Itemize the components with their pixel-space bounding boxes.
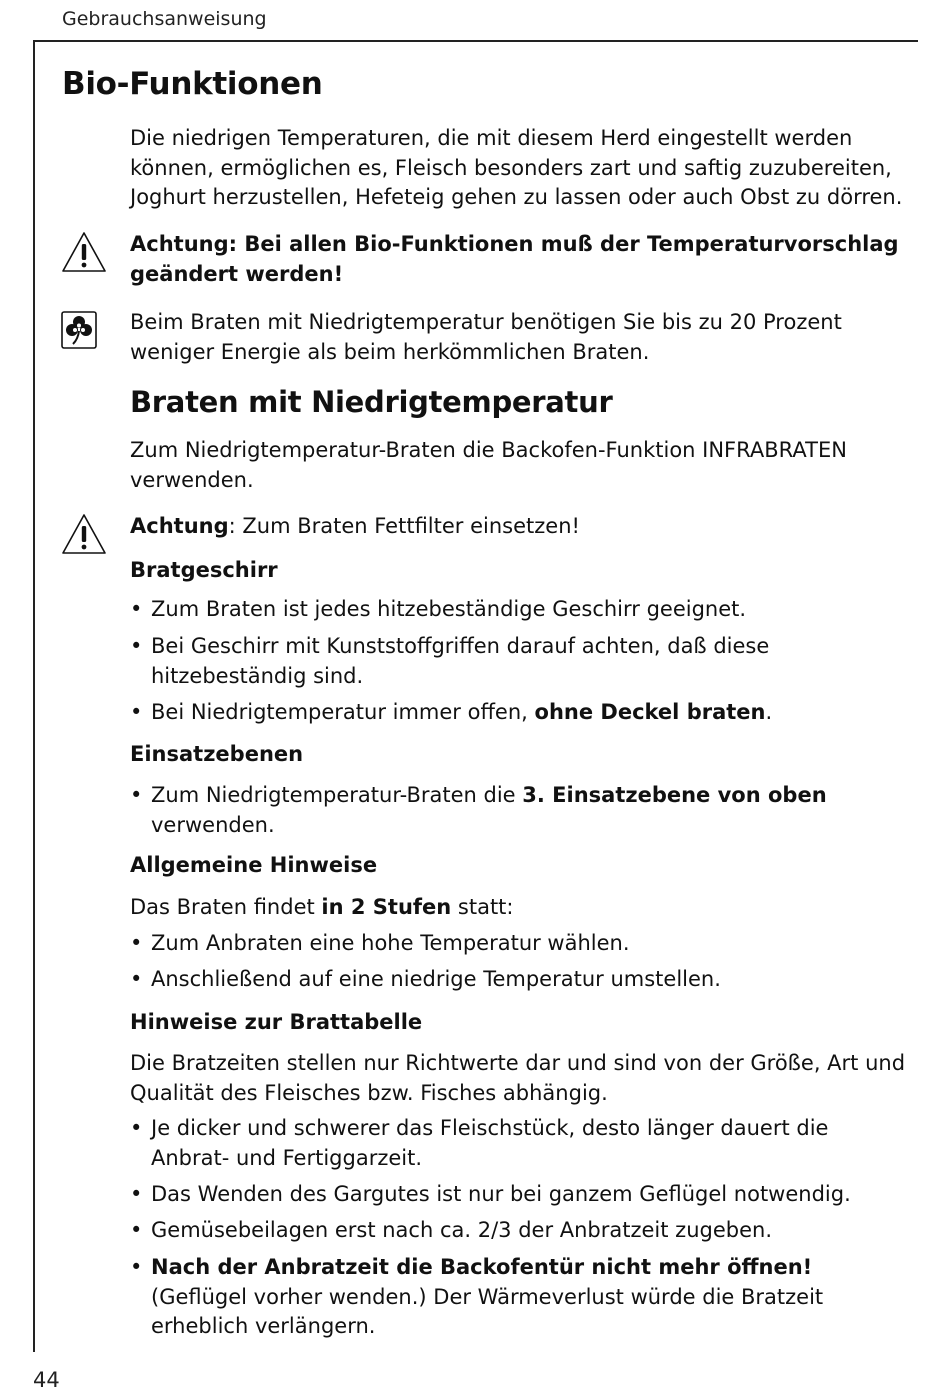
clover-leaf-icon — [61, 311, 97, 349]
list-item: • Gemüsebeilagen erst nach ca. 2/3 der Anbratzeit zugeben. — [130, 1216, 910, 1246]
warning-triangle-icon — [60, 230, 108, 274]
hinweise-heading: Allgemeine Hinweise — [130, 853, 378, 877]
warning-text: : Zum Braten Fettfilter einsetzen! — [228, 514, 580, 538]
brattabelle-intro: Die Bratzeiten stellen nur Richtwerte dar und sind von der Größe, Art und Qualität des Fleisches bzw. Fisches abhängig. — [130, 1051, 906, 1105]
header-rule — [33, 40, 918, 42]
page-number: 44 — [33, 1368, 60, 1392]
section-title: Bio-Funktionen — [62, 66, 323, 102]
bullet: • — [130, 931, 143, 955]
list-item: • Das Wenden des Gargutes ist nur bei ganzem Geflügel notwendig. — [130, 1180, 910, 1210]
list-item: • Zum Braten ist jedes hitzebeständige Geschirr geeignet. — [130, 595, 910, 625]
bullet: • — [130, 1218, 143, 1242]
energy-note: Beim Braten mit Niedrigtemperatur benötigen Sie bis zu 20 Prozent weniger Energie als beim herkömmlichen Braten. — [130, 310, 842, 364]
subsection-intro: Zum Niedrigtemperatur-Braten die Backofen-Funktion INFRABRATEN verwenden. — [130, 438, 847, 492]
list-item: • Bei Geschirr mit Kunststoffgriffen darauf achten, daß diese hitzebeständig sind. — [130, 634, 770, 688]
bullet: • — [130, 1116, 143, 1140]
document-header: Gebrauchsanweisung — [62, 8, 267, 30]
warning-label: Achtung — [130, 514, 229, 538]
bullet: • — [130, 634, 143, 658]
warning-triangle-icon — [60, 512, 108, 556]
bullet: • — [130, 700, 143, 724]
fat-filter-warning — [130, 512, 910, 542]
hinweise-intro: Das Braten findet in 2 Stufen statt: — [130, 895, 514, 919]
bullet: • — [130, 1255, 143, 1279]
einsatzebenen-heading: Einsatzebenen — [130, 742, 304, 766]
brattabelle-heading: Hinweise zur Brattabelle — [130, 1010, 423, 1034]
bio-warning: Achtung: Bei allen Bio-Funktionen muß der Temperaturvorschlag geändert werden! — [130, 232, 899, 286]
bullet: • — [130, 967, 143, 991]
list-item: • Zum Anbraten eine hohe Temperatur wählen. — [130, 929, 910, 959]
bullet: • — [130, 597, 143, 621]
list-item: • Bei Niedrigtemperatur immer offen, ohne Deckel braten. — [130, 698, 910, 728]
bratgeschirr-heading: Bratgeschirr — [130, 558, 278, 582]
list-item: • Zum Niedrigtemperatur-Braten die 3. Einsatzebene von oben verwenden. — [130, 783, 827, 837]
bullet: • — [130, 1182, 143, 1206]
list-item: • Anschließend auf eine niedrige Temperatur umstellen. — [130, 965, 910, 995]
bullet: • — [130, 783, 143, 807]
section-intro: Die niedrigen Temperaturen, die mit diesem Herd eingestellt werden können, ermöglichen es, Fleisch besonders zart und saftig zuzubereiten, Joghurt herzustellen, Hefeteig gehen zu lassen oder auch Obst zu dörren. — [130, 126, 903, 209]
subsection-title: Braten mit Niedrigtemperatur — [130, 385, 613, 419]
left-margin-rule — [33, 40, 35, 1352]
list-item: • Nach der Anbratzeit die Backofentür nicht mehr öffnen! (Geflügel vorher wenden.) Der Wärmeverlust würde die Bratzeit erheblich verlängern. — [130, 1255, 824, 1338]
list-item: • Je dicker und schwerer das Fleischstück, desto länger dauert die Anbrat- und Fertiggarzeit. — [130, 1116, 829, 1170]
